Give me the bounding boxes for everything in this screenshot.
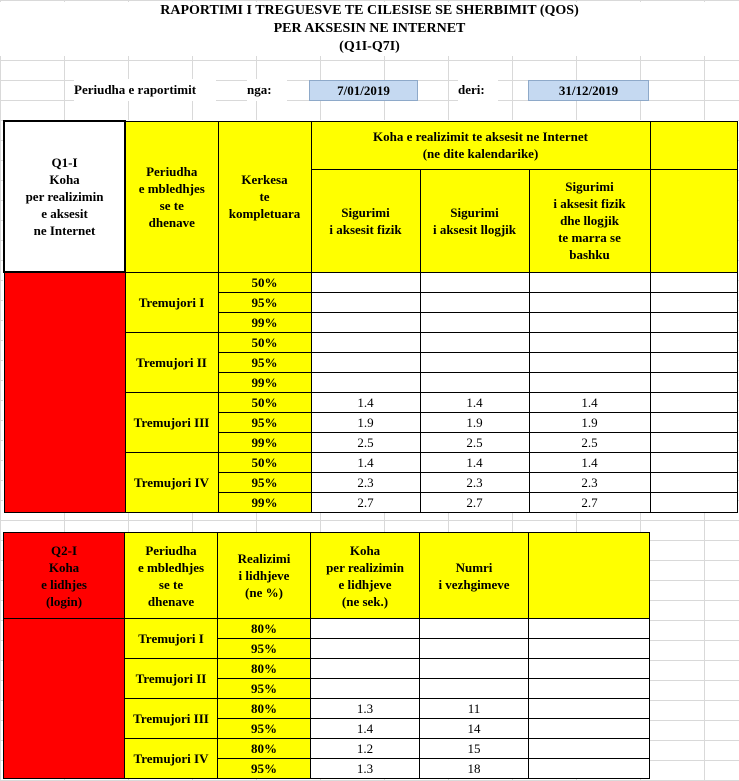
q2-time-cell[interactable]: [311, 659, 420, 679]
q2-period-col-header: [125, 533, 218, 619]
q1-value-cell[interactable]: 1.4: [311, 452, 420, 472]
q2-period-line: dhenave: [147, 593, 195, 609]
q2-table: [3, 532, 650, 779]
q2-extra-cell[interactable]: [529, 759, 650, 779]
period-label: Periudha e raportimit: [74, 79, 216, 101]
q1-pct-cell: 99%: [218, 492, 311, 512]
q2-time-cell[interactable]: [311, 679, 420, 699]
q1-value-cell[interactable]: [529, 312, 650, 332]
q2-pct-cell: 95%: [218, 639, 311, 659]
q1-value-cell[interactable]: [311, 332, 420, 352]
q1-value-cell[interactable]: [529, 272, 650, 292]
q1-extra-cell[interactable]: [650, 412, 737, 432]
q1-value-cell[interactable]: [420, 292, 529, 312]
q1-extra-cell[interactable]: [650, 372, 737, 392]
q2-pct-cell: 95%: [218, 719, 311, 739]
q2-indicator-fill: [4, 619, 125, 779]
q2-quarter-label: Tremujori III: [125, 699, 218, 739]
q1-indicator-line: Q1-I: [51, 155, 78, 170]
q2-time-line: Koha: [349, 542, 381, 558]
q2-count-cell[interactable]: [420, 639, 529, 659]
q2-indicator-header: [4, 533, 125, 619]
q2-time-cell[interactable]: 1.2: [311, 739, 420, 759]
q2-count-col-header: [420, 533, 529, 619]
q1-value-cell[interactable]: 2.3: [420, 472, 529, 492]
q1-sub3-line: Sigurimi: [565, 179, 614, 194]
q1-req-line: kompletuara: [228, 206, 301, 221]
period-from-value[interactable]: 7/01/2019: [309, 80, 418, 101]
q1-sub1-header: [311, 169, 420, 272]
q2-quarter-label: Tremujori II: [125, 659, 218, 699]
q2-extra-cell[interactable]: [529, 699, 650, 719]
q2-extra-cell[interactable]: [529, 619, 650, 639]
period-to-value[interactable]: 31/12/2019: [528, 80, 649, 101]
q2-realization-col-header: [218, 533, 311, 619]
q1-extra-subheader: [650, 169, 737, 272]
q2-count-line: i vezhgimeve: [438, 576, 510, 592]
title-line-2: PER AKSESIN NE INTERNET: [273, 21, 466, 36]
q1-sub2-line: i aksesit llogjik: [432, 221, 517, 237]
q1-value-cell[interactable]: [420, 352, 529, 372]
q2-time-cell[interactable]: 1.4: [311, 719, 420, 739]
q2-indicator-line: e lidhjes: [41, 576, 87, 592]
title-line-1: RAPORTIMI I TREGUESVE TE CILESISE SE SHERBIMIT (QOS): [160, 3, 579, 18]
q2-time-cell[interactable]: 1.3: [311, 699, 420, 719]
q1-value-cell[interactable]: 2.7: [529, 492, 650, 512]
q1-sub3-header: [529, 169, 650, 272]
q1-indicator-header: [4, 121, 125, 272]
q2-count-cell[interactable]: 14: [420, 719, 529, 739]
q1-requirement-col-header: [218, 121, 311, 272]
q1-pct-cell: 95%: [218, 412, 311, 432]
q2-extra-header: [529, 533, 650, 619]
q1-extra-cell[interactable]: [650, 392, 737, 412]
q1-pct-cell: 95%: [218, 472, 311, 492]
q2-extra-cell[interactable]: [529, 679, 650, 699]
q1-pct-cell: 95%: [218, 352, 311, 372]
q1-indicator-line: ne Internet: [33, 223, 96, 238]
q1-extra-cell[interactable]: [650, 332, 737, 352]
q1-value-cell[interactable]: [420, 372, 529, 392]
q1-value-cell[interactable]: 1.4: [529, 392, 650, 412]
q1-value-cell[interactable]: 1.4: [311, 392, 420, 412]
q2-extra-cell[interactable]: [529, 719, 650, 739]
q1-value-cell[interactable]: 2.7: [311, 492, 420, 512]
q1-extra-header: [650, 121, 737, 169]
q1-value-cell[interactable]: [529, 352, 650, 372]
q1-pct-cell: 95%: [218, 292, 311, 312]
q2-real-line: i lidhjeve: [238, 568, 290, 583]
q1-extra-cell[interactable]: [650, 272, 737, 292]
q1-value-cell[interactable]: [311, 352, 420, 372]
report-title: [0, 2, 739, 56]
q2-time-cell[interactable]: 1.3: [311, 759, 420, 779]
q1-sub2-line: Sigurimi: [450, 204, 499, 220]
q1-value-cell[interactable]: 2.3: [529, 472, 650, 492]
q1-pct-cell: 50%: [218, 392, 311, 412]
q1-pct-cell: 99%: [218, 372, 311, 392]
q2-pct-cell: 80%: [218, 619, 311, 639]
period-to-label: deri:: [458, 79, 498, 101]
q1-quarter-label: Tremujori II: [125, 332, 218, 392]
q2-time-cell[interactable]: [311, 639, 420, 659]
q1-value-cell[interactable]: 1.9: [529, 412, 650, 432]
q1-group-line: (ne dite kalendarike): [422, 146, 539, 161]
q1-sub3-line: i aksesit fizik: [553, 196, 626, 211]
q2-time-cell[interactable]: [311, 619, 420, 639]
q1-period-line: dhenave: [148, 214, 195, 230]
q2-time-col-header: [311, 533, 420, 619]
q1-indicator-line: Koha: [49, 172, 80, 187]
q1-value-cell[interactable]: [420, 272, 529, 292]
q2-quarter-label: Tremujori I: [125, 619, 218, 659]
q1-extra-cell[interactable]: [650, 432, 737, 452]
q1-indicator-fill: [4, 272, 125, 512]
q1-value-cell[interactable]: 1.9: [311, 412, 420, 432]
q2-pct-cell: 80%: [218, 699, 311, 719]
q1-extra-cell[interactable]: [650, 352, 737, 372]
q1-value-cell[interactable]: 2.5: [529, 432, 650, 452]
q2-quarter-label: Tremujori IV: [125, 739, 218, 779]
q1-extra-cell[interactable]: [650, 472, 737, 492]
q1-value-cell[interactable]: 2.5: [420, 432, 529, 452]
q2-extra-cell[interactable]: [529, 639, 650, 659]
q1-value-cell[interactable]: [529, 372, 650, 392]
q1-req-line: te: [259, 189, 270, 204]
q1-pct-cell: 50%: [218, 332, 311, 352]
q2-count-cell[interactable]: 11: [420, 699, 529, 719]
q1-extra-cell[interactable]: [650, 492, 737, 512]
q1-value-cell[interactable]: [311, 292, 420, 312]
q2-count-cell[interactable]: [420, 619, 529, 639]
period-from-label: nga:: [247, 79, 287, 101]
q2-pct-cell: 95%: [218, 759, 311, 779]
q1-group-line: Koha e realizimit te aksesit ne Internet: [373, 129, 588, 144]
q1-extra-cell[interactable]: [650, 312, 737, 332]
q1-value-cell[interactable]: 1.4: [420, 452, 529, 472]
q1-quarter-label: Tremujori I: [125, 272, 218, 332]
q1-value-cell[interactable]: 1.9: [420, 412, 529, 432]
q1-value-cell[interactable]: [529, 332, 650, 352]
q1-pct-cell: 50%: [218, 272, 311, 292]
q2-extra-cell[interactable]: [529, 659, 650, 679]
q2-count-cell[interactable]: 15: [420, 739, 529, 759]
q1-sub3-line: bashku: [569, 247, 610, 262]
q1-extra-cell[interactable]: [650, 452, 737, 472]
q1-value-cell[interactable]: 1.4: [420, 392, 529, 412]
q1-value-cell[interactable]: 2.5: [311, 432, 420, 452]
q2-count-cell[interactable]: [420, 679, 529, 699]
q1-value-cell[interactable]: 2.3: [311, 472, 420, 492]
q2-pct-cell: 80%: [218, 739, 311, 759]
q2-time-line: e lidhjeve: [338, 576, 392, 592]
q1-value-cell[interactable]: [529, 292, 650, 312]
q2-real-line: Realizimi: [237, 551, 291, 566]
q2-period-line: se te: [158, 576, 184, 592]
title-line-3: (Q1I-Q7I): [339, 39, 400, 54]
q1-indicator-line: per realizimin: [25, 189, 104, 204]
q1-value-cell[interactable]: [311, 372, 420, 392]
q1-group-header: [311, 121, 650, 169]
q2-pct-cell: 80%: [218, 659, 311, 679]
q2-period-line: Periudha: [145, 542, 197, 558]
q1-period-line: e mbledhjes: [138, 180, 205, 196]
q2-extra-cell[interactable]: [529, 739, 650, 759]
q1-extra-cell[interactable]: [650, 292, 737, 312]
q2-real-line: (ne %): [245, 585, 283, 600]
q2-time-line: per realizimin: [326, 559, 404, 575]
q2-indicator-line: (login): [45, 593, 83, 609]
q1-quarter-label: Tremujori IV: [125, 452, 218, 512]
q2-count-cell[interactable]: 18: [420, 759, 529, 779]
q1-pct-cell: 99%: [218, 312, 311, 332]
q1-value-cell[interactable]: [420, 332, 529, 352]
q1-period-col-header: [125, 121, 218, 272]
q1-period-line: Periudha: [146, 163, 198, 179]
q1-value-cell[interactable]: [420, 312, 529, 332]
q2-count-cell[interactable]: [420, 659, 529, 679]
q1-sub3-line: dhe llogjik: [560, 213, 619, 228]
q1-sub3-line: te marra se: [558, 230, 621, 245]
q1-req-line: Kerkesa: [241, 172, 288, 187]
q1-value-cell[interactable]: 2.7: [420, 492, 529, 512]
q2-indicator-line: Q2-I: [51, 542, 77, 558]
q1-period-line: se te: [159, 197, 184, 213]
q1-value-cell[interactable]: [311, 312, 420, 332]
q2-count-line: Numri: [455, 559, 493, 575]
q1-value-cell[interactable]: 1.4: [529, 452, 650, 472]
q1-indicator-line: e aksesit: [41, 206, 88, 221]
q1-sub2-header: [420, 169, 529, 272]
q1-value-cell[interactable]: [311, 272, 420, 292]
q1-pct-cell: 50%: [218, 452, 311, 472]
q1-sub1-line: Sigurimi: [341, 204, 390, 220]
q2-pct-cell: 95%: [218, 679, 311, 699]
q1-table: [3, 120, 738, 513]
q2-period-line: e mbledhjes: [137, 559, 205, 575]
q2-indicator-line: Koha: [48, 559, 80, 575]
q1-sub1-line: i aksesit fizik: [329, 221, 402, 237]
q2-time-line: (ne sek.): [341, 593, 389, 609]
q1-quarter-label: Tremujori III: [125, 392, 218, 452]
q1-pct-cell: 99%: [218, 432, 311, 452]
